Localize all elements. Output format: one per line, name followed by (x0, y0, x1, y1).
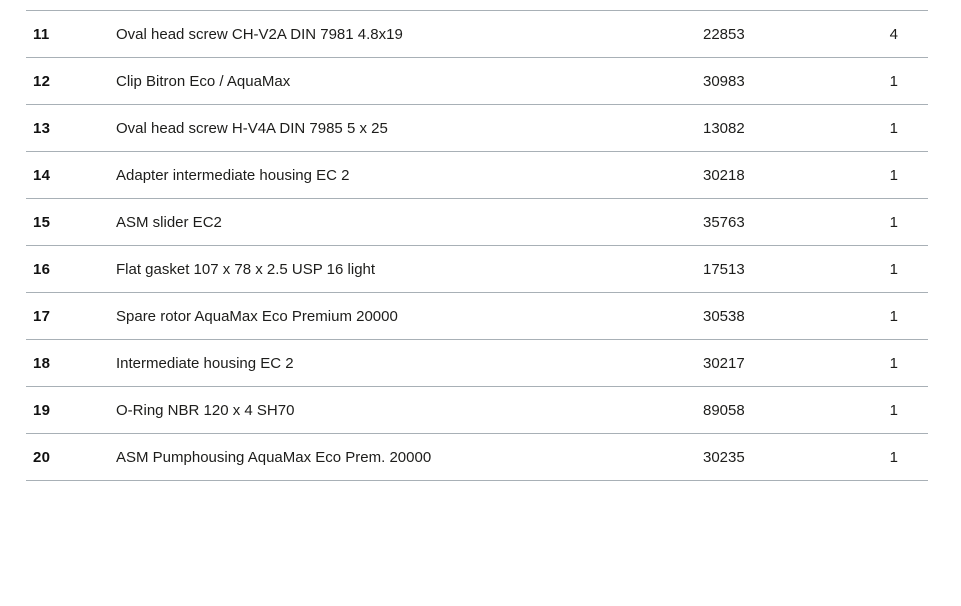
table-row (26, 293, 928, 340)
table-row (26, 11, 928, 58)
part-number: 35763 (703, 213, 745, 231)
part-description: Oval head screw CH-V2A DIN 7981 4.8x19 (116, 25, 403, 43)
spare-parts-table (26, 10, 928, 481)
part-number: 89058 (703, 401, 745, 419)
part-number: 17513 (703, 260, 745, 278)
part-number: 30983 (703, 72, 745, 90)
table-row (26, 246, 928, 293)
part-quantity: 1 (889, 72, 898, 90)
table-row (26, 434, 928, 481)
part-quantity: 1 (889, 166, 898, 184)
part-number: 30538 (703, 307, 745, 325)
part-number: 30218 (703, 166, 745, 184)
part-description: Spare rotor AquaMax Eco Premium 20000 (116, 307, 398, 325)
part-quantity: 1 (889, 307, 898, 325)
table-row (26, 340, 928, 387)
table-row (26, 387, 928, 434)
part-quantity: 1 (889, 354, 898, 372)
table-row (26, 58, 928, 105)
table-row (26, 152, 928, 199)
part-number: 30235 (703, 448, 745, 466)
part-description: ASM slider EC2 (116, 213, 222, 231)
part-quantity: 1 (889, 119, 898, 137)
part-description: Intermediate housing EC 2 (116, 354, 294, 372)
part-quantity: 4 (889, 25, 898, 43)
table-row (26, 105, 928, 152)
row-number: 18 (33, 354, 51, 372)
part-number: 13082 (703, 119, 745, 137)
part-description: ASM Pumphousing AquaMax Eco Prem. 20000 (116, 448, 432, 466)
row-number: 14 (33, 166, 51, 184)
row-number: 17 (33, 307, 51, 325)
part-description: Clip Bitron Eco / AquaMax (116, 72, 291, 90)
row-number: 11 (33, 25, 50, 43)
row-number: 12 (33, 72, 51, 90)
part-number: 22853 (703, 25, 745, 43)
part-description: O-Ring NBR 120 x 4 SH70 (116, 401, 295, 419)
part-description: Flat gasket 107 x 78 x 2.5 USP 16 light (116, 260, 376, 278)
part-quantity: 1 (889, 448, 898, 466)
part-description: Oval head screw H-V4A DIN 7985 5 x 25 (116, 119, 388, 137)
row-number: 15 (33, 213, 51, 231)
row-number: 19 (33, 401, 51, 419)
part-number: 30217 (703, 354, 745, 372)
row-number: 13 (33, 119, 51, 137)
table-row (26, 199, 928, 246)
row-number: 16 (33, 260, 51, 278)
row-number: 20 (33, 448, 51, 466)
part-quantity: 1 (889, 260, 898, 278)
part-quantity: 1 (889, 401, 898, 419)
part-quantity: 1 (889, 213, 898, 231)
part-description: Adapter intermediate housing EC 2 (116, 166, 350, 184)
